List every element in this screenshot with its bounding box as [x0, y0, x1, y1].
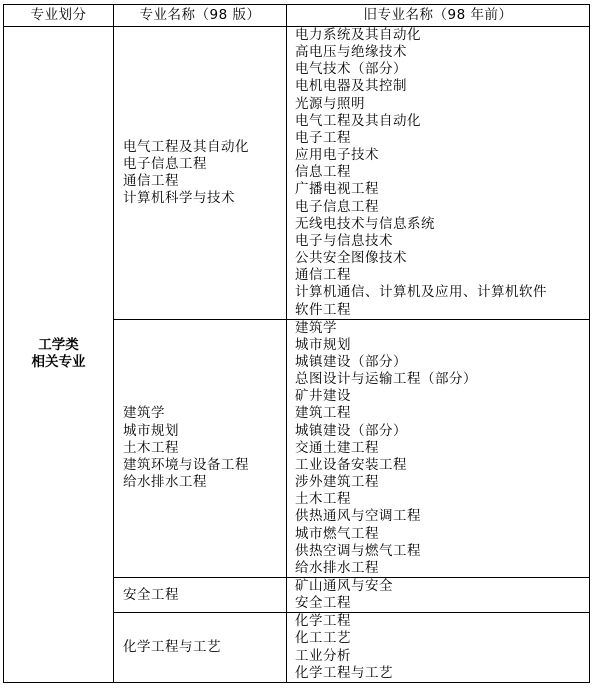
old-major-name: 交通土建工程 — [295, 439, 379, 456]
old-major-name: 涉外建筑工程 — [295, 474, 379, 491]
new-major-cell — [114, 578, 287, 613]
new-major-name: 通信工程 — [123, 172, 179, 189]
old-major-name: 光源与照明 — [295, 95, 365, 112]
old-major-name: 城镇建设（部分） — [295, 422, 407, 439]
old-major-cell — [287, 27, 590, 320]
new-major-name: 安全工程 — [123, 586, 179, 603]
old-major-name: 总图设计与运输工程（部分） — [295, 371, 477, 388]
old-major-name: 高电压与绝缘技术 — [295, 44, 407, 61]
old-major-name: 化学工程 — [295, 613, 351, 630]
category-label-line2: 相关专业 — [31, 354, 86, 371]
old-major-cell — [287, 613, 590, 683]
old-major-name: 电子与信息技术 — [295, 232, 393, 249]
old-major-name: 安全工程 — [295, 595, 351, 612]
old-major-name: 电力系统及其自动化 — [295, 27, 421, 43]
old-major-cell — [287, 319, 590, 577]
old-major-name: 给水排水工程 — [295, 559, 379, 576]
new-major-name: 电子信息工程 — [123, 155, 207, 172]
new-major-name: 土木工程 — [123, 439, 179, 456]
new-major-name: 给水排水工程 — [123, 474, 207, 491]
table-body — [4, 27, 590, 683]
old-major-name: 电气技术（部分） — [295, 61, 407, 78]
major-table — [3, 4, 590, 683]
old-major-name: 矿井建设 — [295, 388, 351, 405]
new-major-cell — [114, 613, 287, 683]
new-major-name: 化学工程与工艺 — [123, 639, 221, 656]
old-major-name: 建筑工程 — [295, 405, 351, 422]
new-major-cell — [114, 27, 287, 320]
old-major-name: 工业分析 — [295, 647, 351, 664]
new-major-name: 城市规划 — [123, 422, 179, 439]
new-major-cell — [114, 319, 287, 577]
old-major-name: 电子信息工程 — [295, 198, 379, 215]
new-major-name: 电气工程及其自动化 — [123, 138, 249, 155]
old-major-name: 无线电技术与信息系统 — [295, 215, 435, 232]
old-major-name: 电机电器及其控制 — [295, 78, 407, 95]
old-major-name: 通信工程 — [295, 267, 351, 284]
old-major-name: 化学工程与工艺 — [295, 664, 393, 681]
old-major-name: 电子工程 — [295, 129, 351, 146]
header-new-name: 专业名称（98 版） — [114, 5, 287, 27]
old-major-name: 城镇建设（部分） — [295, 353, 407, 370]
old-major-name: 广播电视工程 — [295, 181, 379, 198]
old-major-name: 城市燃气工程 — [295, 525, 379, 542]
new-major-name: 建筑环境与设备工程 — [123, 456, 249, 473]
category-cell — [4, 27, 114, 683]
old-major-name: 信息工程 — [295, 164, 351, 181]
old-major-name: 土木工程 — [295, 491, 351, 508]
header-old-name: 旧专业名称（98 年前） — [287, 5, 590, 27]
old-major-name: 工业设备安装工程 — [295, 456, 407, 473]
old-major-name: 软件工程 — [295, 301, 351, 318]
new-major-name: 建筑学 — [123, 405, 165, 422]
new-major-name: 计算机科学与技术 — [123, 189, 235, 206]
old-major-name: 化工工艺 — [295, 630, 351, 647]
old-major-name: 建筑学 — [295, 319, 337, 336]
old-major-cell — [287, 578, 590, 613]
old-major-name: 电气工程及其自动化 — [295, 112, 421, 129]
old-major-name: 城市规划 — [295, 336, 351, 353]
header-division: 专业划分 — [4, 5, 114, 27]
old-major-name: 供热通风与空调工程 — [295, 508, 421, 525]
header-row — [4, 5, 590, 27]
old-major-name: 应用电子技术 — [295, 147, 379, 164]
old-major-name: 矿山通风与安全 — [295, 578, 393, 594]
table-row — [4, 27, 590, 320]
category-label-line1: 工学类 — [38, 337, 79, 354]
old-major-name: 公共安全图像技术 — [295, 250, 407, 267]
old-major-name: 计算机通信、计算机及应用、计算机软件 — [295, 284, 547, 301]
old-major-name: 供热空调与燃气工程 — [295, 542, 421, 559]
